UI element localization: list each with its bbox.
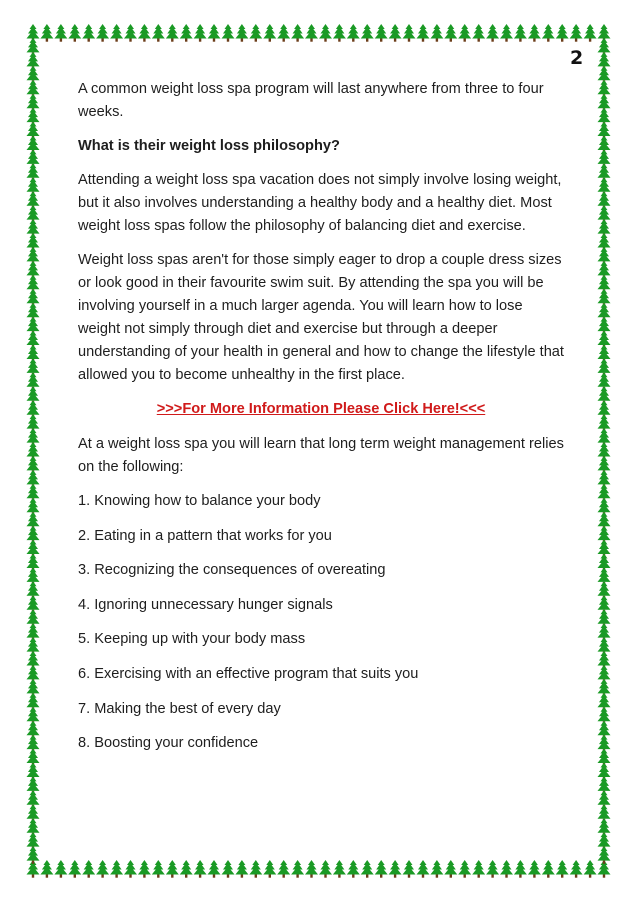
christmas-tree-icon <box>514 24 527 42</box>
christmas-tree-icon <box>222 24 235 42</box>
paragraph-program-length: A common weight loss spa program will last anywhere from three to four weeks. <box>78 81 544 120</box>
christmas-tree-icon <box>263 860 276 878</box>
list-item: 7. Making the best of every day <box>78 700 281 717</box>
christmas-tree-icon <box>347 24 360 42</box>
christmas-tree-icon <box>68 860 81 878</box>
christmas-tree-icon <box>514 860 527 878</box>
christmas-tree-icon <box>249 860 262 878</box>
christmas-tree-icon <box>152 860 165 878</box>
christmas-tree-icon <box>277 24 290 42</box>
christmas-tree-icon <box>542 24 555 42</box>
list-item: 2. Eating in a pattern that works for you <box>78 527 332 544</box>
christmas-tree-icon <box>500 24 513 42</box>
more-info-cta <box>78 398 564 421</box>
more-info-link[interactable]: >>>For More Information Please Click Here!<<< <box>156 401 486 417</box>
christmas-tree-icon <box>444 860 457 878</box>
christmas-tree-icon <box>333 24 346 42</box>
christmas-tree-icon <box>361 24 374 42</box>
christmas-tree-icon <box>556 860 569 878</box>
christmas-tree-icon <box>82 860 95 878</box>
christmas-tree-icon <box>430 24 443 42</box>
christmas-tree-icon <box>96 24 109 42</box>
christmas-tree-icon <box>361 860 374 878</box>
christmas-tree-icon <box>235 860 248 878</box>
document-body <box>78 78 564 767</box>
christmas-tree-icon <box>542 860 555 878</box>
christmas-tree-icon <box>403 24 416 42</box>
christmas-tree-icon <box>194 860 207 878</box>
christmas-tree-icon <box>403 860 416 878</box>
christmas-tree-icon <box>430 860 443 878</box>
christmas-tree-icon <box>556 24 569 42</box>
christmas-tree-icon <box>319 24 332 42</box>
christmas-tree-icon <box>263 24 276 42</box>
christmas-tree-icon <box>486 860 499 878</box>
christmas-tree-icon <box>110 860 123 878</box>
christmas-tree-icon <box>235 24 248 42</box>
christmas-tree-icon <box>584 860 597 878</box>
christmas-tree-icon <box>208 24 221 42</box>
christmas-tree-icon <box>138 860 151 878</box>
christmas-tree-icon <box>96 860 109 878</box>
christmas-tree-icon <box>27 846 40 864</box>
christmas-tree-icon <box>389 860 402 878</box>
christmas-tree-icon <box>194 24 207 42</box>
christmas-tree-icon <box>291 24 304 42</box>
list-item: 1. Knowing how to balance your body <box>78 493 321 509</box>
christmas-tree-icon <box>138 24 151 42</box>
christmas-tree-icon <box>584 24 597 42</box>
christmas-tree-icon <box>598 846 611 864</box>
list-item: 6. Exercising with an effective program that suits you <box>78 665 419 682</box>
paragraph-agenda: Weight loss spas aren't for those simply eager to drop a couple dress sizes or look good in their favourite swim suit. By attending the spa you will be involving yourself in a much larger agenda. You will learn how to lose weight not simply through diet and exercise but through a deeper understanding of your health in general and how to change the lifestyle that allowed you to become unhealthy in the first place. <box>78 252 564 383</box>
christmas-tree-icon <box>208 860 221 878</box>
list-item: 8. Boosting your confidence <box>78 735 259 752</box>
christmas-tree-icon <box>110 24 123 42</box>
section-heading: What is their weight loss philosophy? <box>78 138 340 154</box>
christmas-tree-icon <box>444 24 457 42</box>
christmas-tree-icon <box>40 860 53 878</box>
christmas-tree-icon <box>68 24 81 42</box>
christmas-tree-icon <box>222 860 235 878</box>
christmas-tree-icon <box>347 860 360 878</box>
christmas-tree-icon <box>166 24 179 42</box>
christmas-tree-icon <box>375 24 388 42</box>
christmas-tree-icon <box>417 24 430 42</box>
christmas-tree-icon <box>180 24 193 42</box>
list-item: 5. Keeping up with your body mass <box>78 631 306 648</box>
christmas-tree-icon <box>305 24 318 42</box>
christmas-tree-icon <box>40 24 53 42</box>
christmas-tree-icon <box>500 860 513 878</box>
christmas-tree-icon <box>570 24 583 42</box>
christmas-tree-icon <box>570 860 583 878</box>
christmas-tree-icon <box>124 24 137 42</box>
christmas-tree-icon <box>472 860 485 878</box>
christmas-tree-icon <box>152 24 165 42</box>
christmas-tree-icon <box>389 24 402 42</box>
christmas-tree-icon <box>305 860 318 878</box>
christmas-tree-icon <box>166 860 179 878</box>
christmas-tree-icon <box>458 860 471 878</box>
christmas-tree-icon <box>291 860 304 878</box>
list-item: 3. Recognizing the consequences of overeating <box>78 562 386 579</box>
christmas-tree-icon <box>472 24 485 42</box>
christmas-tree-icon <box>458 24 471 42</box>
christmas-tree-icon <box>277 860 290 878</box>
christmas-tree-icon <box>54 24 67 42</box>
list-item: 4. Ignoring unnecessary hunger signals <box>78 596 333 613</box>
christmas-tree-icon <box>333 860 346 878</box>
christmas-tree-icon <box>124 860 137 878</box>
christmas-tree-icon <box>54 860 67 878</box>
page-number: 2 <box>570 47 584 69</box>
christmas-tree-icon <box>249 24 262 42</box>
christmas-tree-icon <box>82 24 95 42</box>
christmas-tree-icon <box>486 24 499 42</box>
christmas-tree-icon <box>319 860 332 878</box>
paragraph-philosophy: Attending a weight loss spa vacation does not simply involve losing weight, but it also involves understanding a healthy body and a healthy diet. Most weight loss spas follow the philosophy of balancing diet and exercise. <box>78 172 562 234</box>
christmas-tree-icon <box>375 860 388 878</box>
christmas-tree-icon <box>417 860 430 878</box>
christmas-tree-icon <box>528 860 541 878</box>
christmas-tree-icon <box>528 24 541 42</box>
paragraph-intro-list: At a weight loss spa you will learn that long term weight management relies on the following: <box>78 436 564 475</box>
christmas-tree-icon <box>180 860 193 878</box>
